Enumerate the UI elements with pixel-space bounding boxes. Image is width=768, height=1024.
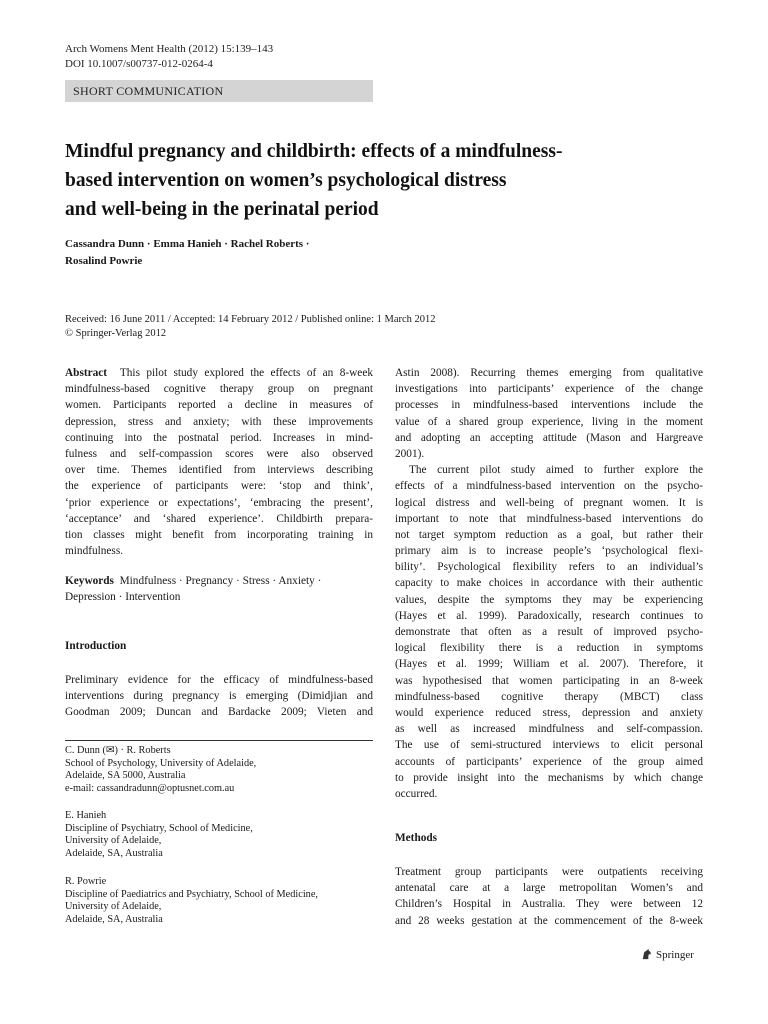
- methods-line: antenatal care at a large metropolitan Women’s and: [395, 882, 703, 895]
- abstract-line: tion classes might benefit from incorporating training in: [65, 528, 373, 541]
- body-line: The use of semi-structured interviews to elicit personal: [395, 739, 703, 752]
- affiliation-line: Adelaide, SA, Australia: [65, 913, 163, 925]
- abstract-line: over time. Themes identified from interviews describing: [65, 464, 373, 477]
- body-line: 2001).: [395, 447, 425, 460]
- author-line: Rosalind Powrie: [65, 255, 143, 267]
- introduction-line: interventions during pregnancy is emerging (Dimidjian and: [65, 690, 373, 703]
- abstract-line: fulness and self-compassion scores were also observed: [65, 447, 373, 460]
- affiliation-line: Discipline of Paediatrics and Psychiatry, School of Medicine,: [65, 888, 318, 900]
- body-line: and adopting an accepting attitude (Mason and Hargreave: [395, 431, 703, 444]
- abstract-line: continuing into the postnatal period. Increases in mind-: [65, 431, 373, 444]
- affiliation-powrie: [65, 876, 385, 926]
- right-column-text: [395, 365, 703, 802]
- body-line: effects of a mindfulness-based intervention on the psycho-: [395, 480, 703, 493]
- affiliation-line: E. Hanieh: [65, 810, 107, 821]
- keywords-text: Mindfulness · Pregnancy · Stress · Anxiety ·: [119, 575, 322, 587]
- keywords-label: Keywords: [65, 575, 114, 587]
- affiliation-line: University of Adelaide,: [65, 835, 162, 846]
- abstract-line: ‘acceptance’ and ‘shared experience’. Childbirth prepara-: [65, 512, 373, 525]
- abstract-text: This pilot study explored the effects of an 8-week: [119, 367, 373, 379]
- abstract-line: mindfulness.: [65, 545, 124, 558]
- doi: DOI 10.1007/s00737-012-0264-4: [65, 58, 213, 70]
- body-line: (Hayes et al. 1999; William et al. 2007). Therefore, it: [395, 658, 703, 671]
- methods-line: Children’s Hospital in Australia. They were between 12: [395, 898, 703, 911]
- affiliation-line: Discipline of Psychiatry, School of Medicine,: [65, 822, 253, 834]
- affiliation-line: R. Powrie: [65, 876, 107, 887]
- body-line: investigations into participants’ experience of the change: [395, 383, 703, 396]
- author-list: [65, 236, 485, 270]
- body-line: mindfulness-based cognitive therapy (MBCT) class: [395, 690, 703, 703]
- body-line: (Hayes et al. 1999). Paradoxically, research continues to: [395, 609, 703, 622]
- abstract-line: ‘prior experience or expectations’, ‘embracing the present’,: [65, 496, 373, 509]
- copyright-notice: © Springer-Verlag 2012: [65, 328, 167, 339]
- methods-text: [395, 864, 703, 929]
- keywords-line: [65, 573, 373, 589]
- title-line: and well-being in the perinatal period: [65, 199, 379, 220]
- body-line: Astin 2008). Recurring themes emerging from qualitative: [395, 367, 703, 379]
- affiliation-hanieh: [65, 810, 385, 860]
- body-line: processes in mindfulness-based interventions include the: [395, 399, 703, 412]
- body-line: bility’. Psychological flexibility refers to an individual’s: [395, 561, 703, 574]
- keywords: [65, 573, 373, 605]
- body-line: demonstrate that often as a result of improved psycho-: [395, 626, 703, 638]
- body-line: primary aim is to increase people’s ‘psychological flexi-: [395, 545, 703, 558]
- publication-dates: Received: 16 June 2011 / Accepted: 14 February 2012 / Published online: 1 March 2012: [65, 314, 436, 325]
- introduction-line: Goodman 2009; Duncan and Bardacke 2009; Vieten and: [65, 706, 373, 719]
- body-line: important to note that mindfulness-based interventions do: [395, 512, 703, 525]
- article-title: [65, 137, 705, 224]
- email-link[interactable]: e-mail: cassandradunn@optusnet.com.au: [65, 782, 235, 794]
- body-line: accounts of participants’ experience of the group aimed: [395, 755, 703, 768]
- affiliation-line: Adelaide, SA, Australia: [65, 847, 163, 859]
- title-line: Mindful pregnancy and childbirth: effects of a mindfulness-: [65, 141, 563, 162]
- abstract-label: Abstract: [65, 367, 108, 379]
- introduction-text: [65, 672, 373, 721]
- affiliation-line: School of Psychology, University of Adelaide,: [65, 757, 257, 769]
- introduction-heading: Introduction: [65, 640, 127, 652]
- body-line: value of a shared group experience, living in the moment: [395, 415, 703, 428]
- body-line: logical flexibility there is a reduction in symptoms: [395, 642, 703, 655]
- abstract-line: the experience of participants were: ‘stop and think’,: [65, 480, 373, 493]
- methods-heading: Methods: [395, 832, 438, 844]
- keywords-line: Depression · Intervention: [65, 591, 181, 604]
- abstract-line: [65, 365, 373, 381]
- body-line: as well as increased mindfulness and self-compassion.: [395, 723, 703, 736]
- publisher-logo: [640, 948, 694, 961]
- affiliation-line: C. Dunn (✉) · R. Roberts: [65, 745, 171, 756]
- body-line: values, despite the symptoms they may be experiencing: [395, 593, 703, 606]
- body-line: would experience reduced stress, depression and anxiety: [395, 706, 703, 719]
- section-label: SHORT COMMUNICATION: [65, 80, 373, 102]
- abstract-line: mindfulness-based cognitive therapy group on pregnant: [65, 383, 373, 396]
- body-line: capacity to make choices in accordance with their authentic: [395, 577, 703, 590]
- abstract-line: depression, stress and anxiety; with these improvements: [65, 415, 373, 428]
- abstract-line: women. Participants reported a decline in measures of: [65, 399, 373, 412]
- methods-line: and 28 weeks gestation at the commencement of the 8-week: [395, 914, 703, 927]
- introduction-line: Preliminary evidence for the efficacy of mindfulness-based: [65, 674, 373, 686]
- affiliation-dunn-roberts: [65, 745, 385, 795]
- title-line: based intervention on women’s psychological distress: [65, 170, 507, 191]
- affiliation-line: University of Adelaide,: [65, 901, 162, 912]
- body-line: The current pilot study aimed to further explore the: [409, 464, 703, 477]
- author-line: Cassandra Dunn · Emma Hanieh · Rachel Roberts ·: [65, 238, 310, 250]
- footnote-divider: [65, 740, 373, 741]
- affiliation-line: Adelaide, SA 5000, Australia: [65, 770, 186, 781]
- body-line: was hypothesised that women participating in an 8-week: [395, 674, 703, 687]
- body-line: logical distress and well-being of pregnant women. It is: [395, 496, 703, 509]
- publisher-name: Springer: [656, 948, 694, 961]
- body-line: to provide insight into the mechanisms by which change: [395, 771, 703, 784]
- journal-citation: Arch Womens Ment Health (2012) 15:139–143: [65, 43, 274, 55]
- abstract: [65, 365, 373, 559]
- body-line: occurred.: [395, 787, 438, 800]
- body-line: not target symptom reduction as a goal, but rather their: [395, 528, 703, 541]
- horse-icon: [640, 948, 653, 961]
- methods-line: Treatment group participants were outpatients receiving: [395, 866, 703, 878]
